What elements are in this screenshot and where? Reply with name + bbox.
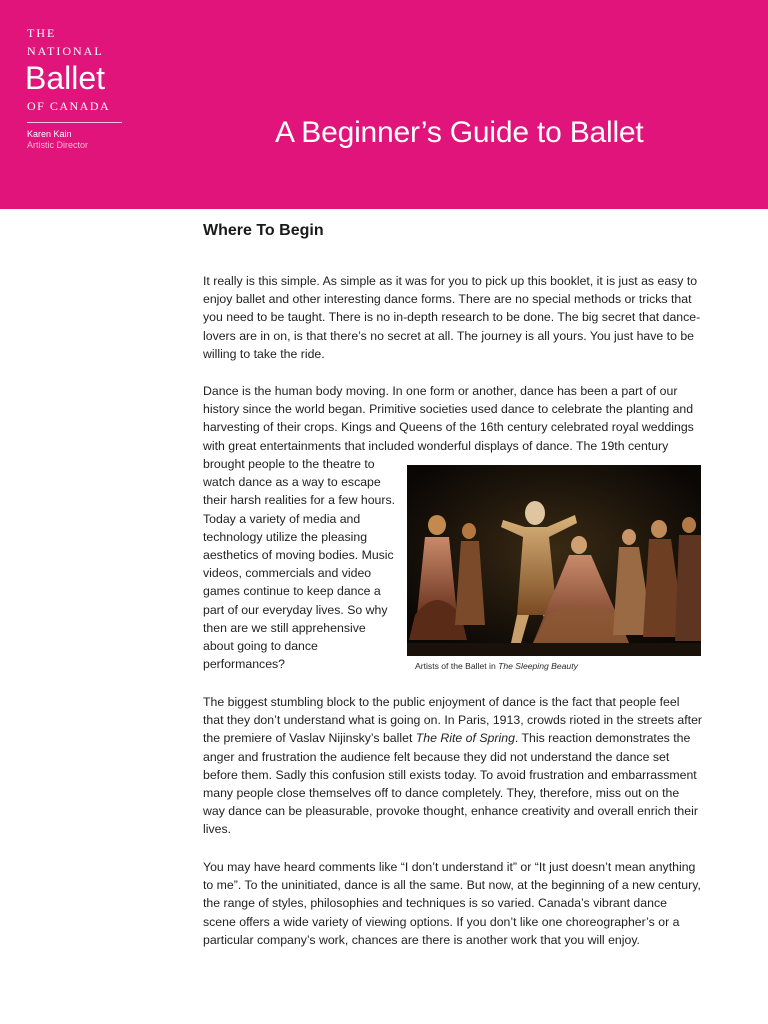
- page-title: A Beginner’s Guide to Ballet: [275, 116, 644, 149]
- paragraph-history: Dance is the human body moving. In one form or another, dance has been a part of our history since the world began. Primitive societies used dance to celebrate the planting and harvesting of their crops. Kings and Queens of the 16th century celebrated royal weddings with great entertainments that included wonderful displays of dance. The 19th century: [203, 384, 694, 453]
- ballet-stage-illustration: [407, 465, 701, 656]
- logo-line-of-canada: OF CANADA: [27, 99, 111, 113]
- header-banner: [0, 0, 768, 209]
- paragraph-stumbling-block: [203, 693, 703, 839]
- director-title: Artistic Director: [27, 140, 89, 150]
- logo-line-national: NATIONAL: [27, 44, 104, 58]
- logo-line-ballet: Ballet: [25, 60, 106, 96]
- director-name: Karen Kain: [27, 129, 72, 139]
- paragraph-history-continued: brought people to the theatre to watch dance as a way to escape their harsh realities for a few hours. Today a variety of media and technology utilize the pleasing aesthetics of moving bodies. Music videos, commercials and video games continue to keep dance a part of our everyday lives. So why then are we still apprehensive about going to dance performances?: [203, 457, 396, 672]
- paragraph-text: . This reaction demonstrates the anger and frustration the audience felt because they did not understand the dance set before them. Sadly this confusion still exists today. To avoid frustration and embarrassment many people close themselves off to dance completely. They, therefore, miss out on the way dance can be pleasurable, provoke thought, enhance creativity and overall enrich their lives.: [203, 731, 698, 837]
- logo-divider: [27, 122, 122, 123]
- paragraph-comments: You may have heard comments like “I don’t understand it” or “It just doesn’t mean anything to me”. To the uninitiated, dance is all the same. But now, at the beginning of a new century, the range of styles, philosophies and techniques is so varied. Canada’s vibrant dance scene offers a wide variety of viewing options. If you don’t like one choreographer’s or a particular company’s work, chances are there is another work that you will enjoy.: [203, 860, 701, 947]
- ballet-photo: [407, 465, 701, 656]
- paragraph-intro: It really is this simple. As simple as it was for you to pick up this booklet, it is just as easy to enjoy ballet and other interesting dance forms. There are no special methods or tricks that you need to be taught. There is no in-depth research to be done. The big secret that dance-lovers are in on, is that there’s no secret at all. The journey is all yours. You just have to be willing to take the ride.: [203, 274, 701, 361]
- caption-prefix: Artists of the Ballet in: [415, 661, 499, 671]
- section-heading: Where To Begin: [203, 222, 324, 239]
- photo-caption: [415, 661, 578, 671]
- caption-title: The Sleeping Beauty: [498, 661, 578, 671]
- logo-line-the: THE: [27, 26, 57, 40]
- ballet-title: The Rite of Spring: [415, 731, 515, 746]
- paragraph-text: The biggest stumbling block to the public enjoyment of dance is the fact that people feel that they don’t understand what is going on. In Paris, 1913, crowds rioted in the streets after the premiere of Vaslav Nijinsky’s ballet: [203, 695, 702, 746]
